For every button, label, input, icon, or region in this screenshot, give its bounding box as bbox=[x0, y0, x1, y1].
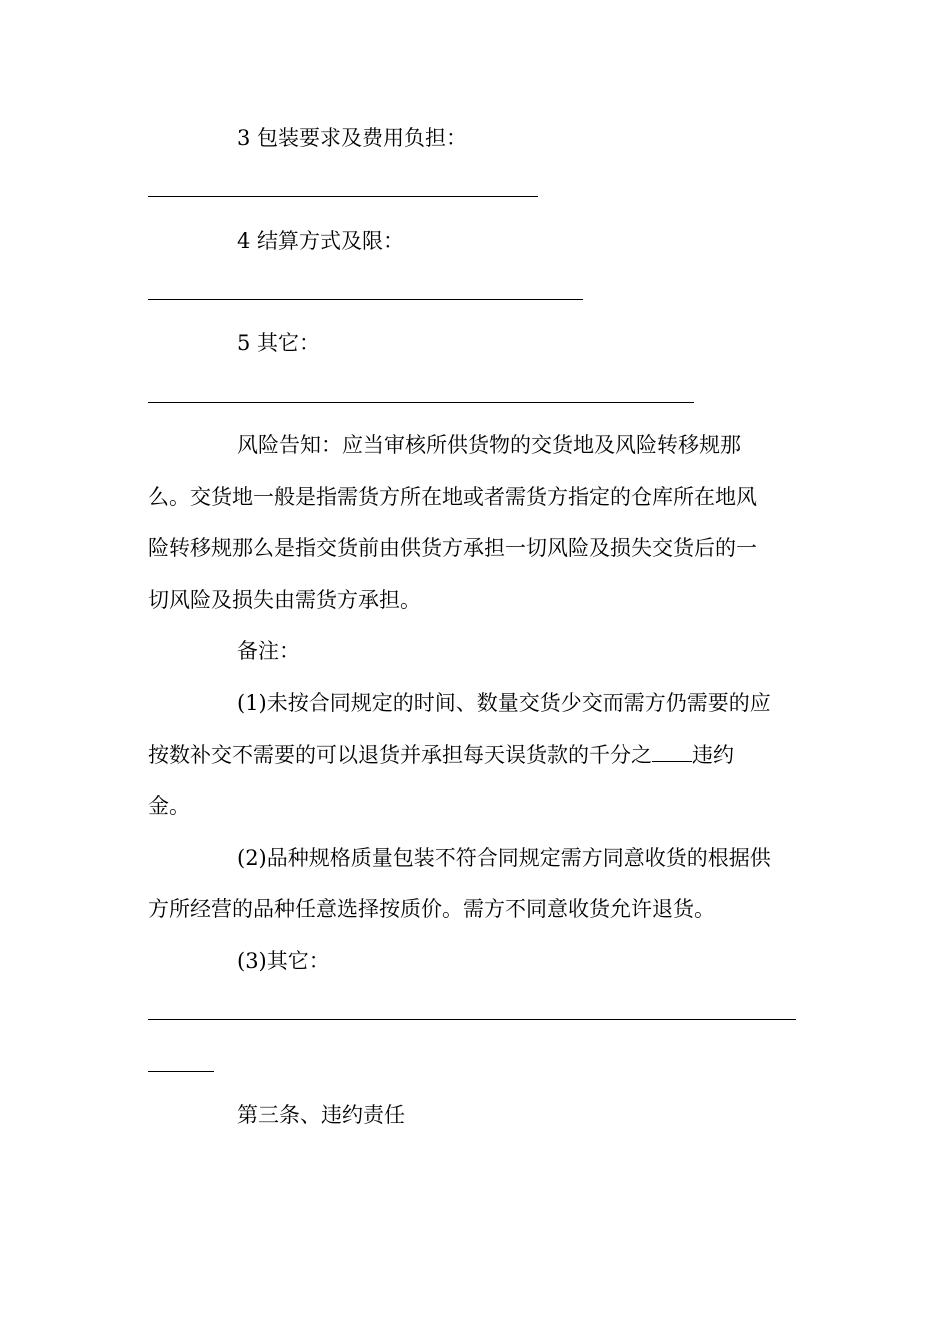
note1-line-2-tail: 违约 bbox=[692, 743, 734, 767]
note3-blank-line-2 bbox=[148, 1071, 214, 1072]
article3-title: 第三条、违约责任 bbox=[237, 1103, 405, 1127]
item5-blank-line bbox=[148, 402, 694, 403]
item5-label: 5 其它： bbox=[237, 331, 321, 355]
note3-label: (3)其它： bbox=[237, 949, 330, 973]
risk-notice-line-1: 风险告知：应当审核所供货物的交货地及风险转移规那 bbox=[237, 433, 741, 457]
risk-notice-line-2: 么。交货地一般是指需货方所在地或者需货方指定的仓库所在地风 bbox=[148, 485, 757, 509]
item4-blank-line bbox=[148, 299, 583, 300]
notes-label: 备注： bbox=[237, 639, 300, 663]
item3-label: 3 包装要求及费用负担： bbox=[237, 126, 468, 150]
note1-line-2-text: 按数补交不需要的可以退货并承担每天误货款的千分之 bbox=[148, 743, 652, 767]
penalty-rate-blank bbox=[652, 761, 692, 762]
note1-line-3: 金。 bbox=[148, 794, 190, 818]
risk-notice-line-3: 险转移规那么是指交货前由供货方承担一切风险及损失交货后的一 bbox=[148, 536, 757, 560]
note3-blank-line-1 bbox=[148, 1019, 796, 1020]
item3-blank-line bbox=[148, 196, 538, 197]
note2-line-2: 方所经营的品种任意选择按质价。需方不同意收货允许退货。 bbox=[148, 897, 715, 921]
note2-line-1: (2)品种规格质量包装不符合同规定需方同意收货的根据供 bbox=[237, 846, 771, 870]
item4-label: 4 结算方式及限： bbox=[237, 229, 405, 253]
note1-line-2 bbox=[148, 740, 734, 770]
risk-notice-line-4: 切风险及损失由需货方承担。 bbox=[148, 588, 421, 612]
note1-line-1: (1)未按合同规定的时间、数量交货少交而需方仍需要的应 bbox=[237, 691, 771, 715]
